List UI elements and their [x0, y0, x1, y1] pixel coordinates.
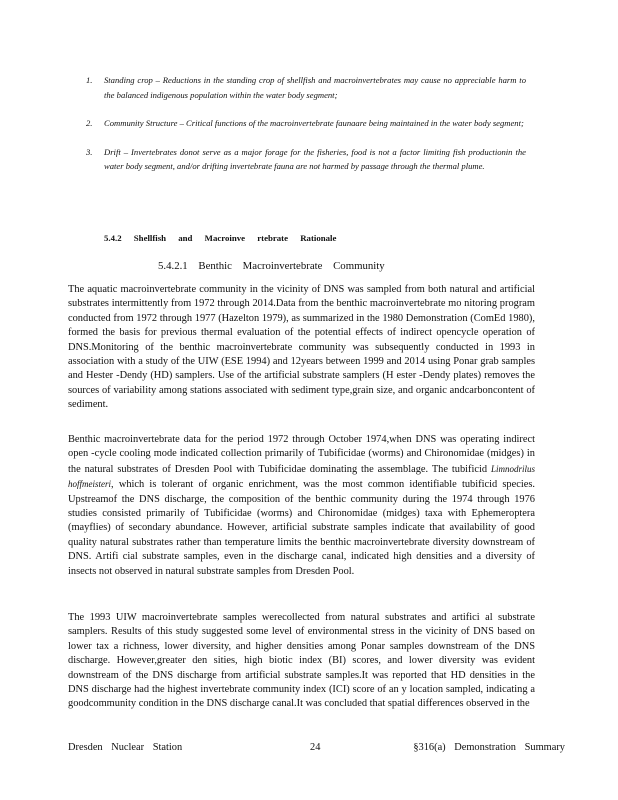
footer-station-name: Dresden Nuclear Station — [68, 742, 183, 753]
list-item-text: Drift – Invertebrates donot serve as a major forage for the fisheries, food is not a factor limiting fish productionin the water body segment, and/or drifting invertebrate fauna are not harmed by passage through the thermal plume. — [104, 146, 526, 172]
paragraph-2-part-b: , which is tolerant of organic enrichment, was the most common identifiable tubificid species. Upstreamof the DNS discharge, the composition of the benthic community during the 1974 through 1976 studies consisted primarily of Tubificidae (worms) and Chironomidae (midges) taxa with Ephemeroptera (mayflies) of secondary abundance. However, artificial substrate samples indicate that availability of good quality natural substrates rather than temperature limits the benthic macroinvertebrate diversity downstream of DNS. Artifi cial substrate samples, even in the discharge canal, indicated high densities and a diversity of insects not observed in natural substrate samples from Dresden Pool. — [68, 479, 535, 577]
footer-page-number: 24 — [310, 742, 321, 753]
criteria-list — [86, 73, 526, 188]
section-heading: 5.4.2 Shellfish and Macroinve rtebrate Rationale — [104, 233, 337, 243]
paragraph-2 — [68, 433, 535, 579]
paragraph-2-part-a: Benthic macroinvertebrate data for the period 1972 through October 1974,when DNS was operating indirect open -cycle cooling mode indicated collection primarily of Tubificidae (worms) and Chironomidae (midges) in the natural substrates of Dresden Pool with Tubificidae dominating the assemblage. The tubificid — [68, 434, 535, 475]
footer-document-title: §316(a) Demonstration Summary — [413, 742, 565, 753]
list-item-text: Community Structure – Critical functions of the macroinvertebrate faunaare being maintained in the water body segment; — [104, 118, 524, 129]
list-item — [86, 145, 526, 174]
list-item — [86, 73, 526, 102]
species-name: Limnodrilus hoffmeisteri — [68, 463, 535, 490]
list-item-number: 1. — [86, 75, 93, 85]
subsection-heading: 5.4.2.1 Benthic Macroinvertebrate Community — [158, 260, 385, 272]
list-item-text: Standing crop – Reductions in the standing crop of shellfish and macroinvertebrates may cause no appreciable harm to the balanced indigenous population within the water body segment; — [104, 75, 526, 100]
list-item — [86, 116, 526, 131]
list-item-number: 2. — [86, 118, 93, 129]
paragraph-3: The 1993 UIW macroinvertebrate samples werecollected from natural substrates and artifici al substrate samplers. Results of this study suggested some level of environmental stress in the vicinity of DNS based on lower tax a richness, lower diversity, and higher densities among Ponar samples downstream of the DNS discharge. However,greater den sities, high biotic index (BI) scores, and lower diversity was evident downstream of the DNS discharge from artificial substrate samples.It was reported that HD densities in the DNS discharge had the highest invertebrate community index (ICI) score of an y location sampled, indicating a goodcommunity condition in the DNS discharge canal.It was concluded that spatial differences observed in the — [68, 612, 535, 710]
paragraph-1: The aquatic macroinvertebrate community in the vicinity of DNS was sampled from both natural and artificial substrates intermittently from 1972 through 2014.Data from the benthic macroinvertebrate mo nitoring program conducted from 1972 through 1977 (Hazelton 1979), as summarized in the 1980 Demonstration (ComEd 1980), formed the basis for previous thermal evaluation of the potential effects of indirect opencycle operation of DNS.Monitoring of the benthic macroinvertebrate community was subsequently conducted in 1993 in association with a study of the UIW (ESE 1994) and 12years between 1999 and 2014 using Ponar grab samples and Hester -Dendy (HD) samplers. Use of the artificial substrate samplers (H ester -Dendy plates) removes the sources of variability among stations associated with sediment type,grain size, and organic andcarboncontent of sediment. — [68, 284, 535, 411]
list-item-number: 3. — [86, 146, 93, 157]
